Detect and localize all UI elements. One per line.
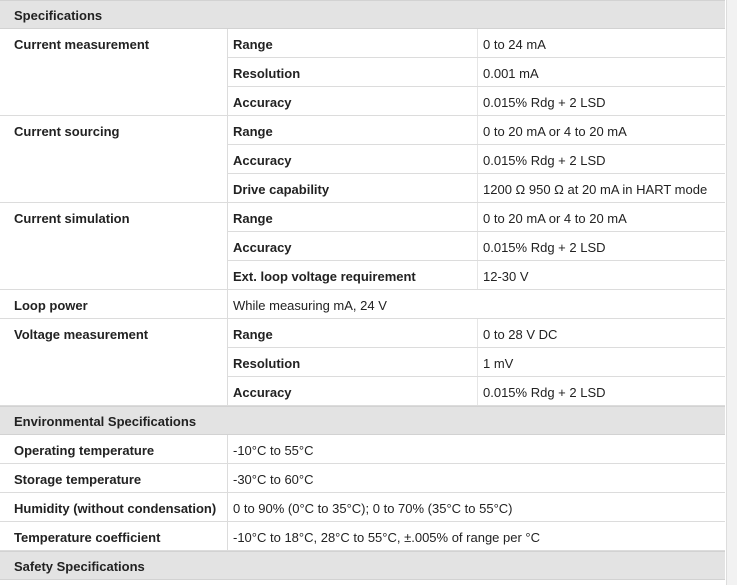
spec-parameter: Range (233, 124, 273, 139)
spec-group-name: Operating temperature (14, 443, 155, 458)
spec-row (0, 464, 725, 493)
spec-value: 0.001 mA (483, 66, 539, 81)
spec-group-name: Current sourcing (14, 124, 120, 139)
spec-value: 12-30 V (483, 269, 529, 284)
spec-value: 0.015% Rdg + 2 LSD (483, 240, 606, 255)
column-divider (477, 203, 478, 232)
spec-value: 0.015% Rdg + 2 LSD (483, 153, 606, 168)
spec-row (0, 87, 725, 116)
section-header (0, 0, 725, 29)
spec-value: -30°C to 60°C (233, 472, 314, 487)
column-divider (477, 116, 478, 145)
spec-row (0, 377, 725, 406)
column-divider (477, 87, 478, 116)
spec-row (0, 522, 725, 551)
spec-parameter: Resolution (233, 66, 301, 81)
column-divider (227, 493, 228, 522)
spec-value: 1200 Ω 950 Ω at 20 mA in HART mode (483, 182, 708, 197)
column-divider (227, 116, 228, 145)
spec-parameter: Accuracy (233, 153, 292, 168)
column-divider (227, 464, 228, 493)
column-divider (227, 435, 228, 464)
spec-value: 0.015% Rdg + 2 LSD (483, 95, 606, 110)
spec-row (0, 290, 725, 319)
column-divider (227, 174, 228, 203)
spec-value: -10°C to 55°C (233, 443, 314, 458)
column-divider (227, 261, 228, 290)
section-title: Environmental Specifications (14, 414, 197, 429)
spec-value: While measuring mA, 24 V (233, 298, 387, 313)
spec-group-name: Loop power (14, 298, 88, 313)
column-divider (227, 58, 228, 87)
column-divider (477, 377, 478, 406)
column-divider (477, 232, 478, 261)
spec-value: 0 to 28 V DC (483, 327, 558, 342)
column-divider (227, 203, 228, 232)
section-title: Specifications (14, 8, 103, 23)
spec-value: 0 to 20 mA or 4 to 20 mA (483, 124, 627, 139)
spec-group-name: Current measurement (14, 37, 150, 52)
spec-value: 0 to 90% (0°C to 35°C); 0 to 70% (35°C to 55°C) (233, 501, 513, 516)
spec-row (0, 261, 725, 290)
spec-group-name: Storage temperature (14, 472, 142, 487)
spec-parameter: Accuracy (233, 95, 292, 110)
column-divider (477, 261, 478, 290)
spec-row (0, 348, 725, 377)
section-header (0, 406, 725, 435)
spec-row (0, 116, 725, 145)
spec-row (0, 435, 725, 464)
spec-parameter: Range (233, 211, 273, 226)
spec-row (0, 232, 725, 261)
spec-group-name: Current simulation (14, 211, 130, 226)
spec-parameter: Resolution (233, 356, 301, 371)
spec-row (0, 174, 725, 203)
spec-value: 0 to 24 mA (483, 37, 546, 52)
spec-row (0, 29, 725, 58)
column-divider (227, 290, 228, 319)
spec-parameter: Accuracy (233, 385, 292, 400)
column-divider (227, 319, 228, 348)
column-divider (477, 348, 478, 377)
vertical-scrollbar[interactable] (726, 0, 737, 585)
spec-row (0, 203, 725, 232)
spec-group-name: Voltage measurement (14, 327, 149, 342)
spec-row (0, 319, 725, 348)
spec-value: 1 mV (483, 356, 514, 371)
column-divider (477, 58, 478, 87)
spec-value: -10°C to 18°C, 28°C to 55°C, ±.005% of range per °C (233, 530, 541, 545)
spec-row (0, 145, 725, 174)
spec-parameter: Ext. loop voltage requirement (233, 269, 416, 284)
column-divider (227, 232, 228, 261)
column-divider (227, 29, 228, 58)
spec-row (0, 58, 725, 87)
spec-row (0, 493, 725, 522)
spec-group-name: Temperature coefficient (14, 530, 161, 545)
column-divider (227, 348, 228, 377)
section-header (0, 551, 725, 580)
spec-value: 0.015% Rdg + 2 LSD (483, 385, 606, 400)
spec-parameter: Range (233, 327, 273, 342)
column-divider (477, 145, 478, 174)
spec-parameter: Range (233, 37, 273, 52)
spec-group-name: Humidity (without condensation) (14, 501, 217, 516)
spec-parameter: Accuracy (233, 240, 292, 255)
column-divider (227, 522, 228, 551)
column-divider (227, 377, 228, 406)
column-divider (477, 319, 478, 348)
section-title: Safety Specifications (14, 559, 145, 574)
spec-value: 0 to 20 mA or 4 to 20 mA (483, 211, 627, 226)
spec-parameter: Drive capability (233, 182, 330, 197)
column-divider (227, 145, 228, 174)
column-divider (477, 174, 478, 203)
column-divider (227, 87, 228, 116)
column-divider (477, 29, 478, 58)
